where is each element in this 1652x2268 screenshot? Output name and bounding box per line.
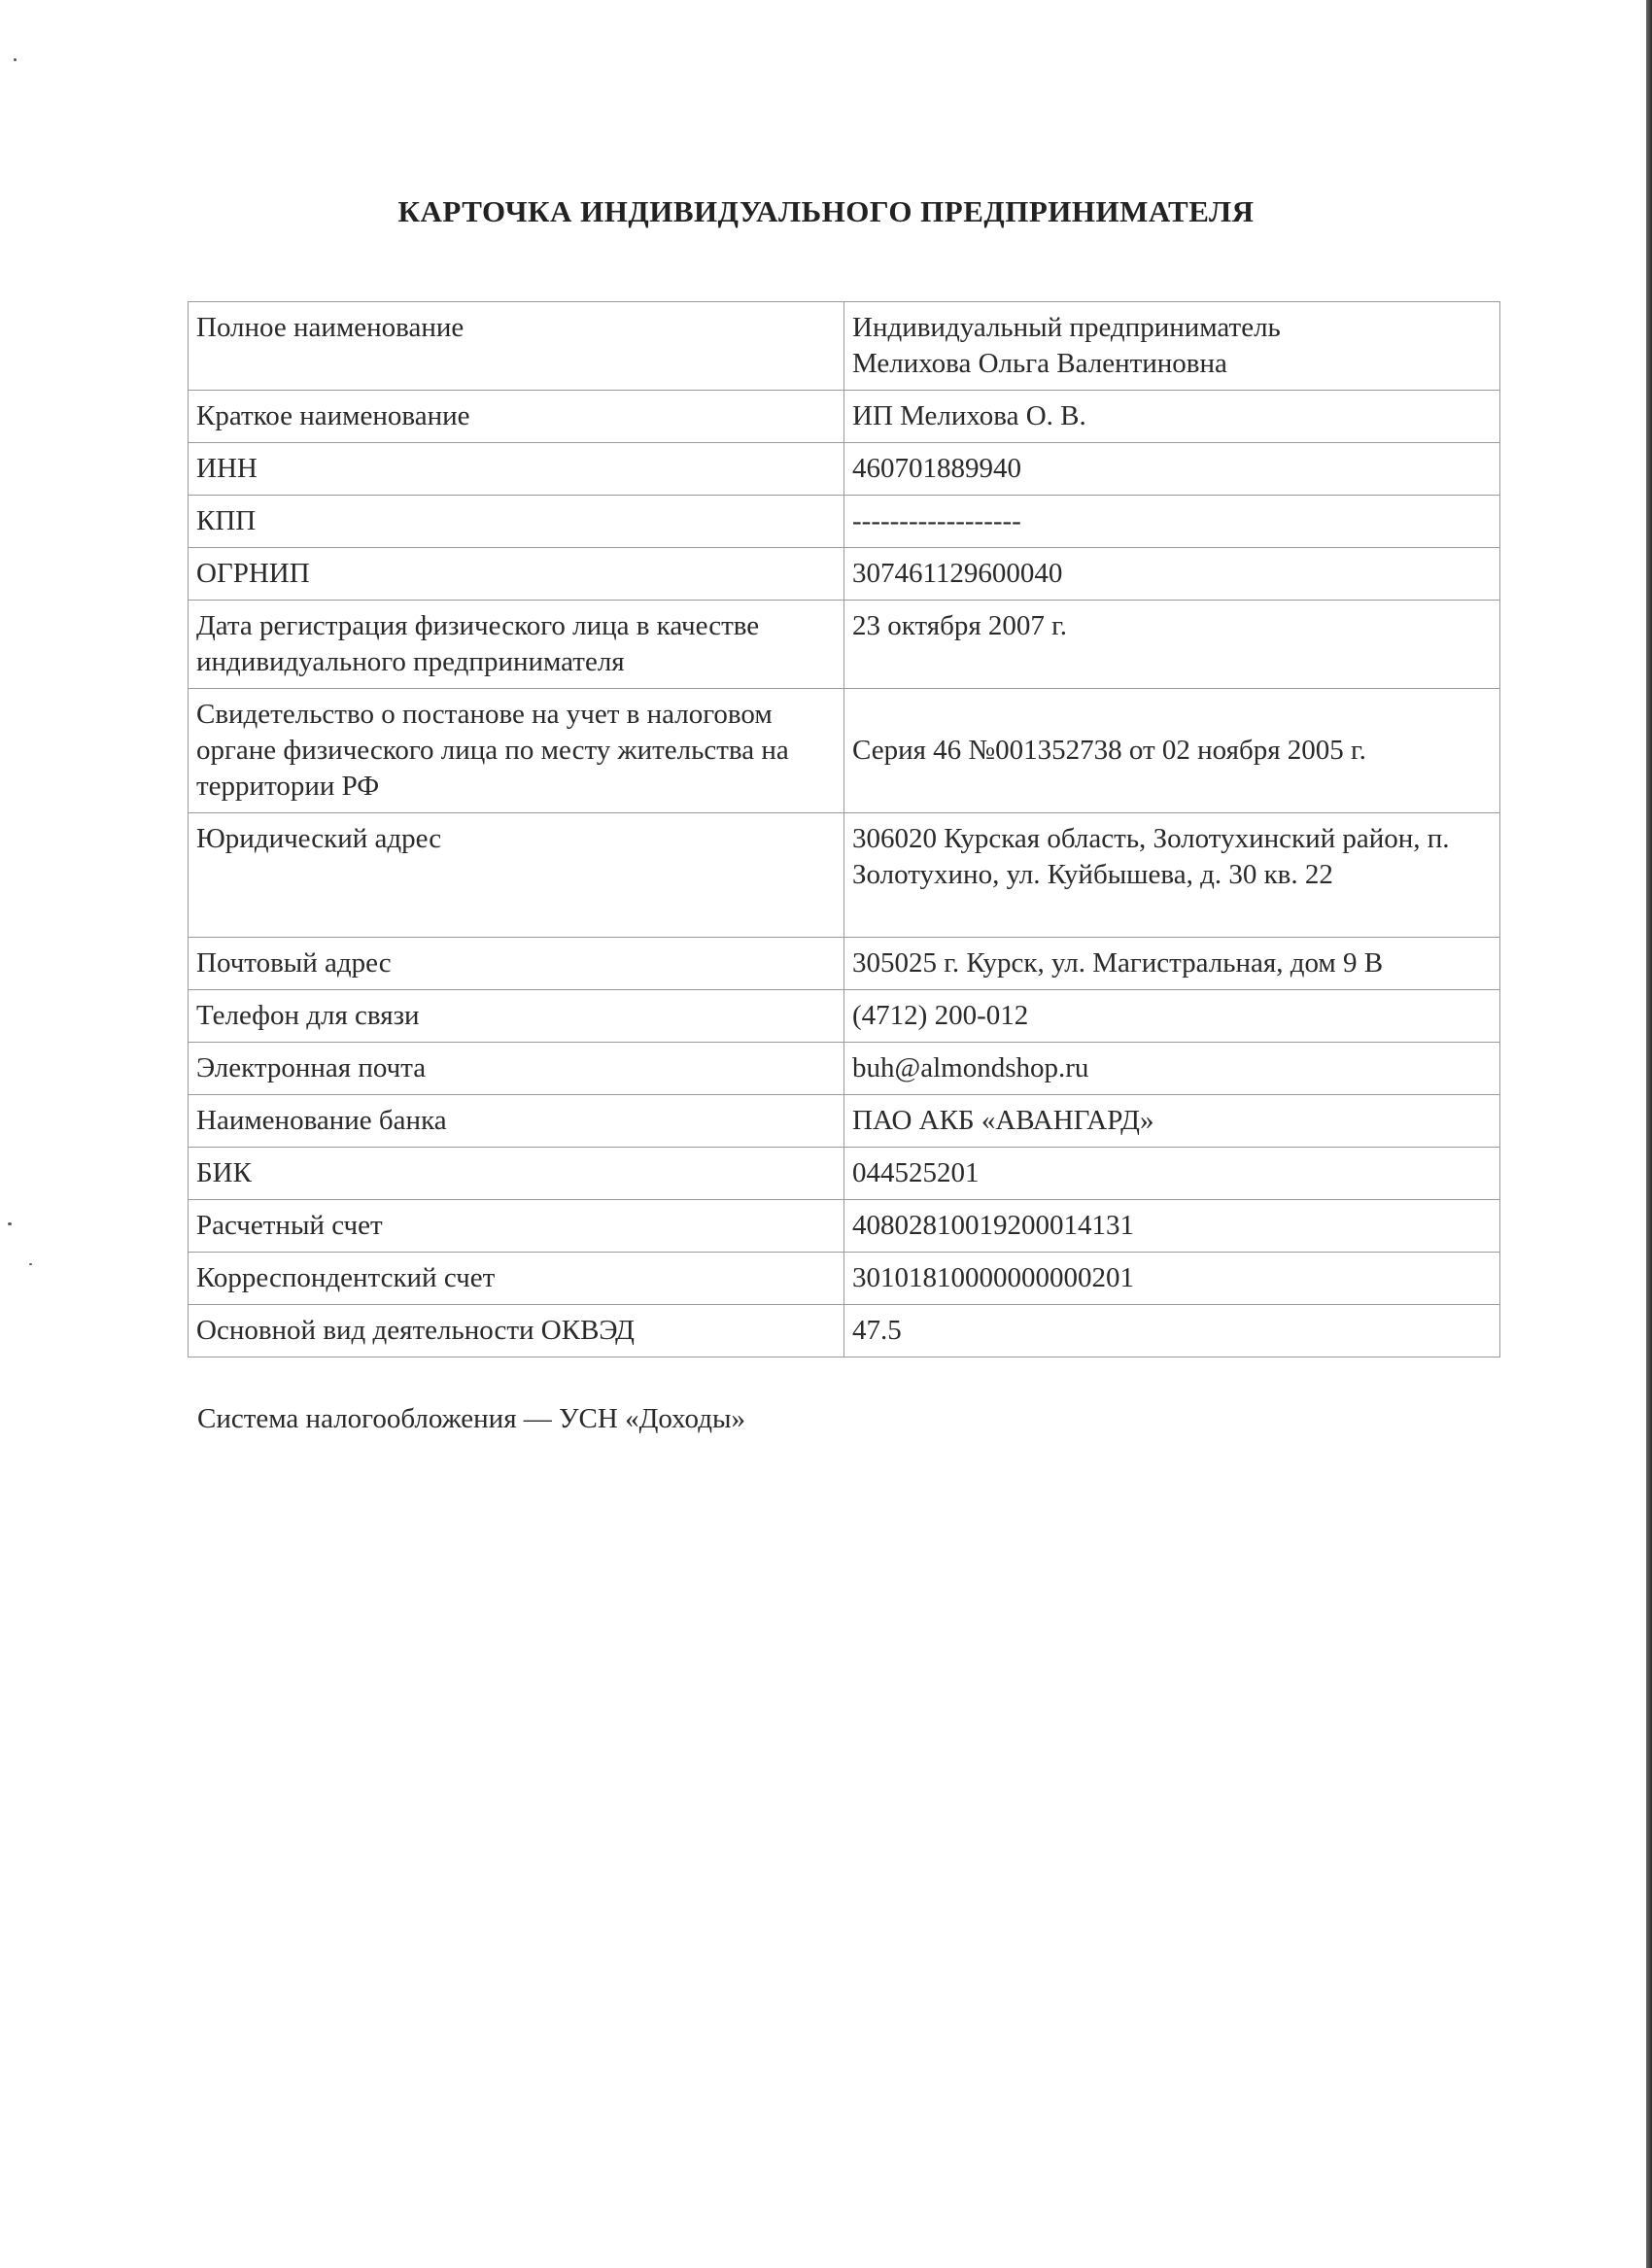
row-label: Корреспондентский счет bbox=[189, 1253, 844, 1305]
table-row bbox=[189, 1043, 1500, 1095]
row-label: Электронная почта bbox=[189, 1043, 844, 1095]
table-row bbox=[189, 496, 1500, 548]
row-label: Дата регистрация физического лица в качестве индивидуального предпринимателя bbox=[189, 601, 844, 689]
row-value: ИП Мелихова О. В. bbox=[844, 391, 1500, 443]
scan-speck bbox=[14, 58, 17, 61]
row-value: (4712) 200-012 bbox=[844, 990, 1500, 1043]
row-label: Свидетельство о постанове на учет в налоговом органе физического лица по месту жительства на территории РФ bbox=[189, 689, 844, 813]
table-row bbox=[189, 443, 1500, 496]
row-label: Наименование банка bbox=[189, 1095, 844, 1148]
row-value: 30101810000000000201 bbox=[844, 1253, 1500, 1305]
row-label: Почтовый адрес bbox=[189, 938, 844, 990]
row-label: ОГРНИП bbox=[189, 548, 844, 601]
table-row bbox=[189, 1200, 1500, 1253]
row-value: 307461129600040 bbox=[844, 548, 1500, 601]
scan-speck bbox=[29, 1263, 32, 1265]
table-row bbox=[189, 601, 1500, 689]
row-label: Расчетный счет bbox=[189, 1200, 844, 1253]
row-value: 305025 г. Курск, ул. Магистральная, дом 9 В bbox=[844, 938, 1500, 990]
row-value-full-name: Индивидуальный предприниматель Мелихова Ольга Валентиновна bbox=[852, 312, 1281, 379]
table-row bbox=[189, 548, 1500, 601]
scan-speck bbox=[8, 1222, 12, 1225]
table-row bbox=[189, 1253, 1500, 1305]
row-label: БИК bbox=[189, 1148, 844, 1200]
scan-edge-shadow bbox=[1646, 0, 1652, 2268]
tax-system-note: Система налогообложения — УСН «Доходы» bbox=[197, 1403, 745, 1434]
table-row bbox=[189, 1305, 1500, 1357]
row-value: 044525201 bbox=[844, 1148, 1500, 1200]
page-title: КАРТОЧКА ИНДИВИДУАЛЬНОГО ПРЕДПРИНИМАТЕЛЯ bbox=[397, 194, 1255, 228]
row-value: 23 октября 2007 г. bbox=[844, 601, 1500, 689]
row-value: 306020 Курская область, Золотухинский район, п. Золотухино, ул. Куйбышева, д. 30 кв. 22 bbox=[844, 813, 1500, 938]
table-row bbox=[189, 689, 1500, 813]
table-row bbox=[189, 813, 1500, 938]
table-row bbox=[189, 1095, 1500, 1148]
row-label: Основной вид деятельности ОКВЭД bbox=[189, 1305, 844, 1357]
row-label: Полное наименование bbox=[189, 302, 844, 391]
table-row bbox=[189, 990, 1500, 1043]
table-row bbox=[189, 1148, 1500, 1200]
row-label: Телефон для связи bbox=[189, 990, 844, 1043]
row-label: Краткое наименование bbox=[189, 391, 844, 443]
row-value: buh@almondshop.ru bbox=[844, 1043, 1500, 1095]
table-row bbox=[189, 391, 1500, 443]
row-label: КПП bbox=[189, 496, 844, 548]
entrepreneur-card-table bbox=[188, 301, 1500, 1357]
row-value bbox=[844, 302, 1500, 391]
row-value: 460701889940 bbox=[844, 443, 1500, 496]
row-value: Серия 46 №001352738 от 02 ноября 2005 г. bbox=[844, 689, 1500, 813]
row-value: ------------------ bbox=[844, 496, 1500, 548]
row-value: 47.5 bbox=[844, 1305, 1500, 1357]
table-row bbox=[189, 938, 1500, 990]
row-value: ПАО АКБ «АВАНГАРД» bbox=[844, 1095, 1500, 1148]
row-value: 40802810019200014131 bbox=[844, 1200, 1500, 1253]
table-row bbox=[189, 302, 1500, 391]
row-label: ИНН bbox=[189, 443, 844, 496]
row-label: Юридический адрес bbox=[189, 813, 844, 938]
